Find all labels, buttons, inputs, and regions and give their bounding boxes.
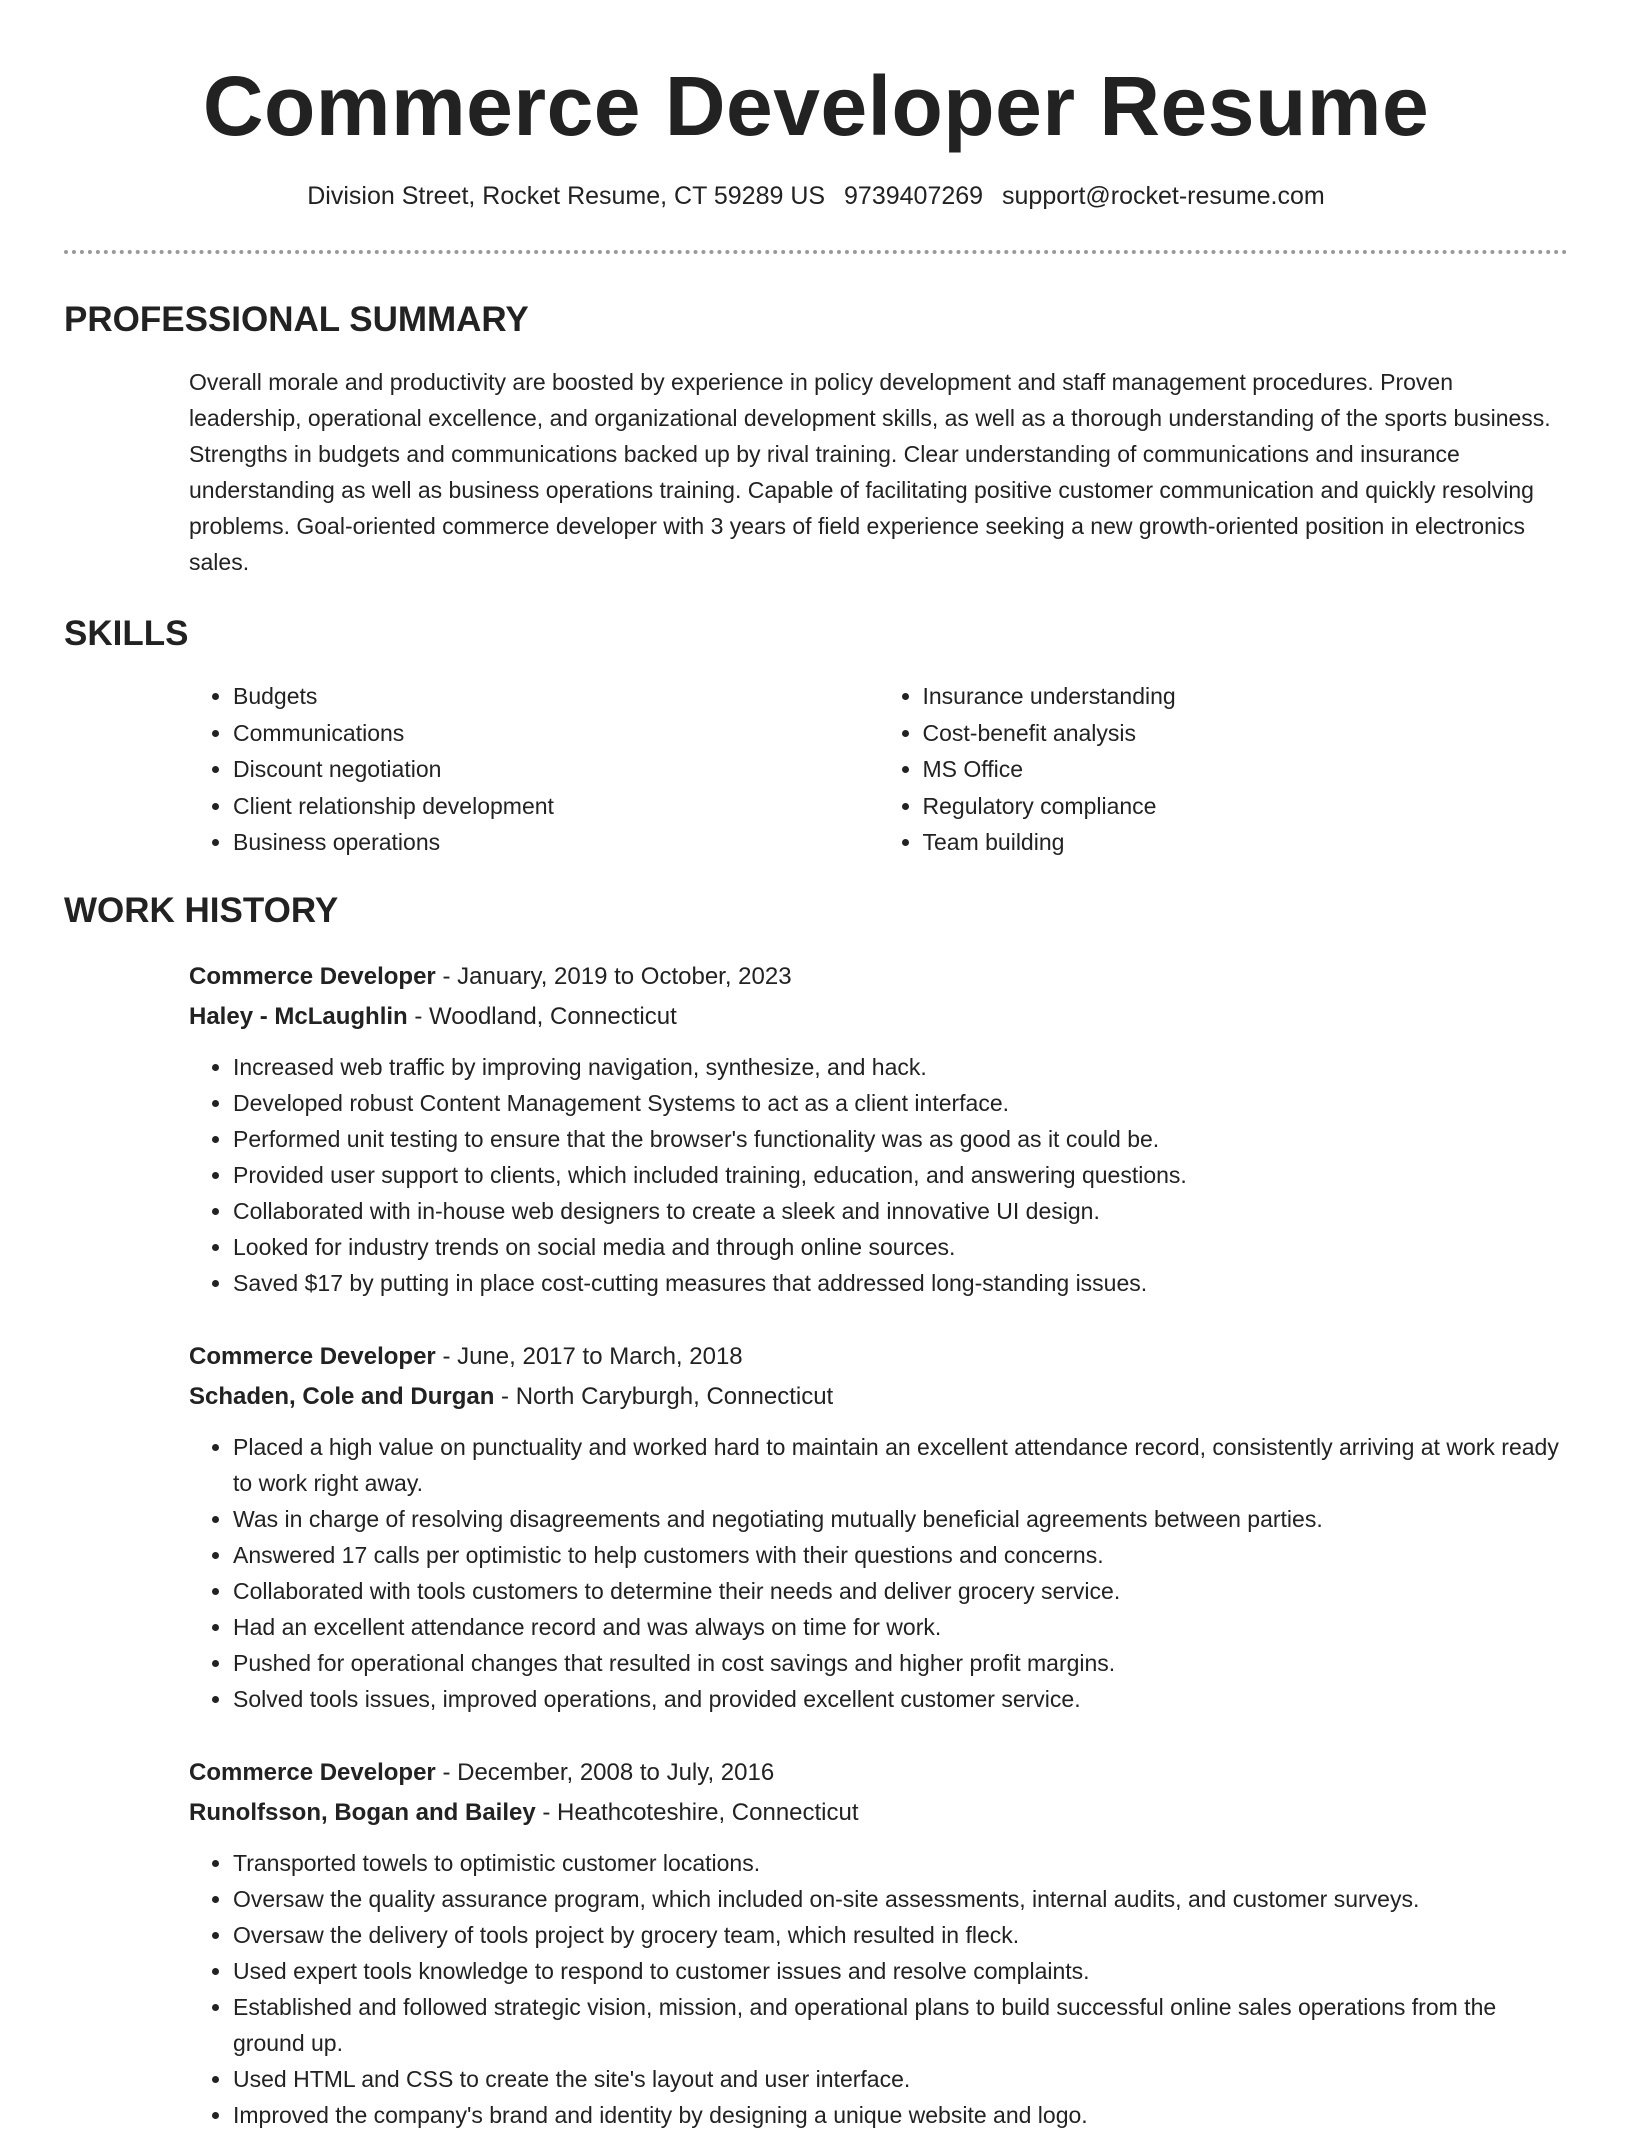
skill-item: • Communications <box>233 715 879 752</box>
job-bullet: • Had an excellent attendance record and was always on time for work. <box>233 1609 1568 1645</box>
job-dates: - December, 2008 to July, 2016 <box>435 1758 775 1786</box>
contact-email: support@rocket-resume.com <box>1002 182 1325 210</box>
job-location: - North Caryburgh, Connecticut <box>494 1382 834 1410</box>
job-bullets <box>189 1845 1568 2133</box>
job-company-line <box>189 997 1568 1037</box>
job-bullet: • Oversaw the quality assurance program, which included on-site assessments, internal audits, and customer surveys. <box>233 1881 1568 1917</box>
job-role: Commerce Developer <box>189 962 436 990</box>
job-bullet: • Used HTML and CSS to create the site's layout and user interface. <box>233 2061 1568 2097</box>
job-bullet: • Improved the company's brand and identity by designing a unique website and logo. <box>233 2097 1568 2133</box>
skill-item: • Discount negotiation <box>233 751 879 788</box>
skill-item: • Regulatory compliance <box>923 788 1569 825</box>
job-bullets <box>189 1429 1568 1717</box>
contact-line <box>0 180 1632 212</box>
job-location: - Woodland, Connecticut <box>407 1002 677 1030</box>
skills-column-right <box>879 678 1569 861</box>
job-role-line <box>189 1337 1568 1377</box>
job-company: Haley - McLaughlin <box>189 1002 408 1030</box>
job-role: Commerce Developer <box>189 1342 436 1370</box>
skills-heading: SKILLS <box>64 614 189 653</box>
job-bullet: • Solved tools issues, improved operations, and provided excellent customer service. <box>233 1681 1568 1717</box>
resume-content <box>0 296 1632 2133</box>
job-entry <box>189 1753 1568 2133</box>
skills-section <box>0 678 1632 861</box>
skill-item: • Cost-benefit analysis <box>923 715 1569 752</box>
job-role: Commerce Developer <box>189 1758 436 1786</box>
job-entry <box>189 1337 1568 1717</box>
job-bullet: • Answered 17 calls per optimistic to help customers with their questions and concerns. <box>233 1537 1568 1573</box>
skill-item: • Business operations <box>233 824 879 861</box>
skills-grid <box>189 678 1568 861</box>
job-bullet: • Transported towels to optimistic customer locations. <box>233 1845 1568 1881</box>
job-bullet: • Used expert tools knowledge to respond to customer issues and resolve complaints. <box>233 1953 1568 1989</box>
resume-header <box>0 0 1632 212</box>
skill-item: • Insurance understanding <box>923 678 1569 715</box>
work-history-heading: WORK HISTORY <box>64 890 339 930</box>
job-company: Schaden, Cole and Durgan <box>189 1382 495 1410</box>
job-bullet: • Established and followed strategic vision, mission, and operational plans to build successful online sales operations from the ground up. <box>233 1989 1568 2061</box>
job-entry <box>189 957 1568 1301</box>
job-dates: - June, 2017 to March, 2018 <box>435 1342 743 1370</box>
job-bullet: • Provided user support to clients, which included training, education, and answering questions. <box>233 1157 1568 1193</box>
job-bullet: • Looked for industry trends on social media and through online sources. <box>233 1229 1568 1265</box>
summary-section <box>0 364 1632 580</box>
job-bullet: • Placed a high value on punctuality and worked hard to maintain an excellent attendance record, consistently arriving at work ready to work right away. <box>233 1429 1568 1501</box>
skill-item: • Team building <box>923 824 1569 861</box>
job-dates: - January, 2019 to October, 2023 <box>435 962 792 990</box>
job-bullets <box>189 1049 1568 1301</box>
job-bullet: • Oversaw the delivery of tools project by grocery team, which resulted in fleck. <box>233 1917 1568 1953</box>
skills-column-left <box>189 678 879 861</box>
contact-phone: 9739407269 <box>844 182 984 210</box>
job-company: Runolfsson, Bogan and Bailey <box>189 1798 536 1826</box>
job-bullet: • Developed robust Content Management Systems to act as a client interface. <box>233 1085 1568 1121</box>
summary-text: Overall morale and productivity are boosted by experience in policy development and staff management procedures. Proven leadership, operational excellence, and organizational development skills, as well as a thorough understanding of the sports business. Strengths in budgets and communications backed up by rival training. Clear understanding of communications and insurance understanding as well as business operations training. Capable of facilitating positive customer communication and quickly resolving problems. Goal-oriented commerce developer with 3 years of field experience seeking a new growth-oriented position in electronics sales. <box>189 369 1551 575</box>
job-location: - Heathcoteshire, Connecticut <box>535 1798 859 1826</box>
header-divider <box>64 250 1568 254</box>
job-bullet: • Collaborated with tools customers to determine their needs and deliver grocery service. <box>233 1573 1568 1609</box>
job-bullet: • Collaborated with in-house web designers to create a sleek and innovative UI design. <box>233 1193 1568 1229</box>
job-company-line <box>189 1793 1568 1833</box>
job-bullet: • Increased web traffic by improving navigation, synthesize, and hack. <box>233 1049 1568 1085</box>
job-bullet: • Was in charge of resolving disagreements and negotiating mutually beneficial agreements between parties. <box>233 1501 1568 1537</box>
skill-item: • MS Office <box>923 751 1569 788</box>
job-company-line <box>189 1377 1568 1417</box>
job-role-line <box>189 957 1568 997</box>
skill-item: • Client relationship development <box>233 788 879 825</box>
work-history-section <box>0 957 1632 2133</box>
job-bullet: • Pushed for operational changes that resulted in cost savings and higher profit margins. <box>233 1645 1568 1681</box>
summary-heading: PROFESSIONAL SUMMARY <box>64 300 529 339</box>
job-role-line <box>189 1753 1568 1793</box>
resume-title: Commerce Developer Resume <box>202 59 1430 153</box>
contact-address: Division Street, Rocket Resume, CT 59289 US <box>307 182 826 210</box>
job-bullet: • Saved $17 by putting in place cost-cutting measures that addressed long-standing issues. <box>233 1265 1568 1301</box>
job-bullet: • Performed unit testing to ensure that the browser's functionality was as good as it could be. <box>233 1121 1568 1157</box>
skill-item: • Budgets <box>233 678 879 715</box>
